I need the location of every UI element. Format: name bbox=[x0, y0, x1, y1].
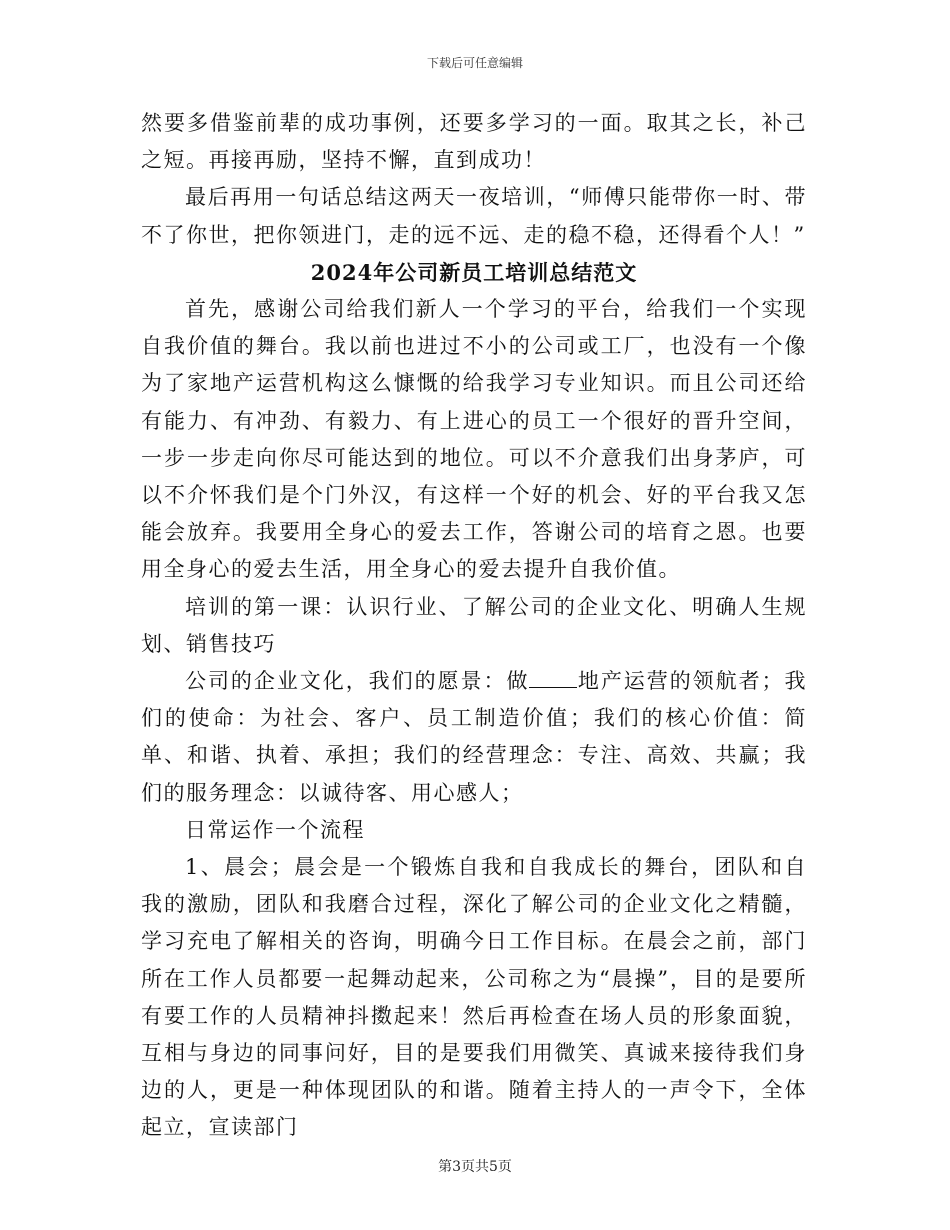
paragraph-summary-quote: 最后再用一句话总结这两天一夜培训，“师傅只能带你一时、带不了你世，把你领进门，走的远不远、走的稳不稳，还得看个人！” bbox=[141, 185, 807, 247]
paragraph-daily-process: 日常运作一个流程 bbox=[185, 817, 365, 842]
document-body bbox=[141, 105, 807, 1147]
culture-text-before-blank: 公司的企业文化，我们的愿景：做 bbox=[185, 669, 530, 694]
paragraph-continuation: 然要多借鉴前辈的成功事例，还要多学习的一面。取其之长，补己之短。再接再励，坚持不懈，直到成功！ bbox=[141, 111, 807, 173]
fill-in-blank bbox=[529, 669, 577, 688]
paragraph-gratitude: 首先，感谢公司给我们新人一个学习的平台，给我们一个实现自我价值的舞台。我以前也进过不小的公司或工厂，也没有一个像为了家地产运营机构这么慷慨的给我学习专业知识。而且公司还给有能力、有冲劲、有毅力、有上进心的员工一个很好的晋升空间，一步一步走向你尽可能达到的地位。可以不介意我们出身茅庐，可以不介怀我们是个门外汉，有这样一个好的机会、好的平台我又怎能会放弃。我要用全身心的爱去工作，答谢公司的培育之恩。也要用全身心的爱去生活，用全身心的爱去提升自我价值。 bbox=[141, 297, 807, 582]
section-title: 2024年公司新员工培训总结范文 bbox=[310, 259, 638, 285]
paragraph-morning-meeting: 1、晨会；晨会是一个锻炼自我和自我成长的舞台，团队和自我的激励，团队和我磨合过程，深化了解公司的企业文化之精髓，学习充电了解相关的咨询，明确今日工作目标。在晨会之前，部门所在工作人员都要一起舞动起来，公司称之为“晨操”，目的是要所有要工作的人员精神抖擞起来！然后再检查在场人员的形象面貌，互相与身边的同事问好，目的是要我们用微笑、真诚来接待我们身边的人，更是一种体现团队的和谐。随着主持人的一声令下，全体起立，宣读部门 bbox=[141, 855, 807, 1140]
paragraph-first-lesson: 培训的第一课：认识行业、了解公司的企业文化、明确人生规划、销售技巧 bbox=[141, 594, 807, 656]
culture-text-after-blank: 地产运营的领航者；我们的使命：为社会、客户、员工制造价值；我们的核心价值：简单、和谐、执着、承担；我们的经营理念：专注、高效、共赢；我们的服务理念：以诚待客、用心感人； bbox=[141, 669, 808, 805]
page-header: 下载后可任意编辑 bbox=[426, 56, 523, 70]
paragraph-corporate-culture bbox=[141, 663, 807, 812]
page-footer: 第3页共5页 bbox=[438, 1159, 512, 1175]
